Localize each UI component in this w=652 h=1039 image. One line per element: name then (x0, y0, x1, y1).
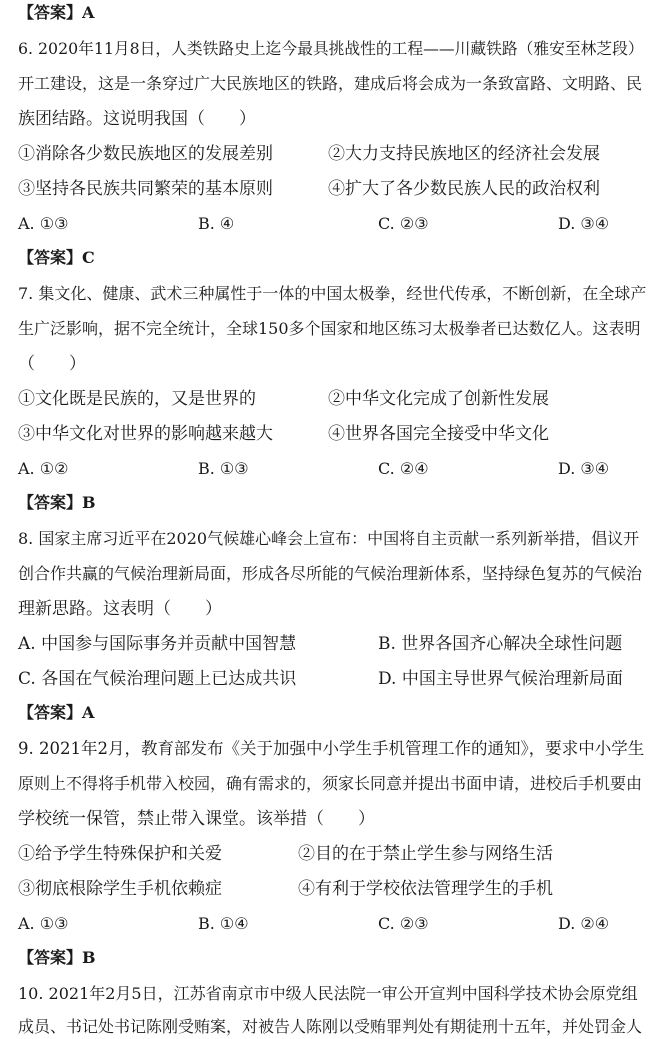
q7-statement-3: ③中华文化对世界的影响越来越大 (18, 424, 273, 444)
q10-stem-line-2: 成员、书记处书记陈刚受贿案，对被告人陈刚以受贿罪判处有期徒刑十五年，并处罚金人 (18, 1017, 643, 1036)
q10-stem-line-1: 10. 2021年2月5日，江苏省南京市中级人民法院一审公开宣判中国科学技术协会原党组 (18, 984, 638, 1003)
q6-option-b: B. ④ (198, 214, 235, 233)
q7-statement-2: ②中华文化完成了创新性发展 (328, 389, 549, 409)
q7-stem-line-2: 生广泛影响，据不完全统计，全球150多个国家和地区练习太极拳者已达数亿人。这表明 (18, 319, 641, 338)
q9-stem-line-2: 原则上不得将手机带入校园，确有需求的，须家长同意并提出书面申请，进校后手机要由 (18, 774, 643, 793)
q7-option-d: D. ③④ (558, 459, 610, 478)
q7-stem-line-1: 7. 集文化、健康、武术三种属性于一体的中国太极拳，经世代传承，不断创新，在全球产 (18, 284, 647, 303)
q9-statement-4: ④有利于学校依法管理学生的手机 (298, 879, 553, 899)
q8-stem-line-3: 理新思路。这表明（ ） (18, 599, 222, 619)
q6-stem-line-2: 开工建设，这是一条穿过广大民族地区的铁路，建成后将会成为一条致富路、文明路、民 (18, 74, 643, 93)
q6-statement-1: ①消除各少数民族地区的发展差别 (18, 144, 273, 164)
q9-stem-line-3: 学校统一保管，禁止带入课堂。该举措（ ） (18, 809, 375, 829)
q8-stem-line-2: 创合作共赢的气候治理新局面，形成各尽所能的气候治理新体系，坚持绿色复苏的气候治 (18, 564, 643, 583)
q6-statement-3: ③坚持各民族共同繁荣的基本原则 (18, 179, 273, 199)
q7-option-a: A. ①② (18, 459, 69, 478)
q9-option-b: B. ①④ (198, 914, 249, 933)
q9-option-c: C. ②③ (378, 914, 429, 933)
q6-option-d: D. ③④ (558, 214, 610, 233)
q8-stem-line-1: 8. 国家主席习近平在2020气候雄心峰会上宣布：中国将自主贡献一系列新举措，倡议开 (18, 529, 640, 548)
q6-option-a: A. ①③ (18, 214, 69, 233)
q9-option-d: D. ②④ (558, 914, 610, 933)
q7-option-c: C. ②④ (378, 459, 429, 478)
q7-stem-line-3: （ ） (18, 354, 86, 374)
q6-stem-line-3: 族团结路。这说明我国（ ） (18, 109, 256, 129)
q8-option-a: A. 中国参与国际事务并贡献中国智慧 (18, 634, 297, 654)
q9-statement-2: ②目的在于禁止学生参与网络生活 (298, 844, 553, 864)
q7-statement-1: ①文化既是民族的，又是世界的 (18, 389, 256, 409)
answer-q9: 【答案】B (18, 948, 96, 967)
q7-option-b: B. ①③ (198, 459, 249, 478)
q6-statement-2: ②大力支持民族地区的经济社会发展 (328, 144, 600, 164)
q7-statement-4: ④世界各国完全接受中华文化 (328, 424, 549, 444)
q9-option-a: A. ①③ (18, 914, 69, 933)
q8-option-b: B. 世界各国齐心解决全球性问题 (378, 634, 623, 654)
q6-stem-line-1: 6. 2020年11月8日，人类铁路史上迄今最具挑战性的工程——川藏铁路（雅安至林芝段） (18, 39, 644, 58)
q9-statement-1: ①给予学生特殊保护和关爱 (18, 844, 222, 864)
q6-statement-4: ④扩大了各少数民族人民的政治权利 (328, 179, 600, 199)
q8-option-c: C. 各国在气候治理问题上已达成共识 (18, 669, 297, 689)
answer-q8: 【答案】A (18, 703, 95, 722)
answer-q7: 【答案】B (18, 493, 96, 512)
answer-q6: 【答案】C (18, 248, 95, 267)
q9-stem-line-1: 9. 2021年2月，教育部发布《关于加强中小学生手机管理工作的通知》，要求中小学生 (18, 739, 645, 758)
q6-option-c: C. ②③ (378, 214, 429, 233)
q9-statement-3: ③彻底根除学生手机依赖症 (18, 879, 222, 899)
q8-option-d: D. 中国主导世界气候治理新局面 (378, 669, 623, 689)
answer-q5: 【答案】A (18, 3, 95, 22)
